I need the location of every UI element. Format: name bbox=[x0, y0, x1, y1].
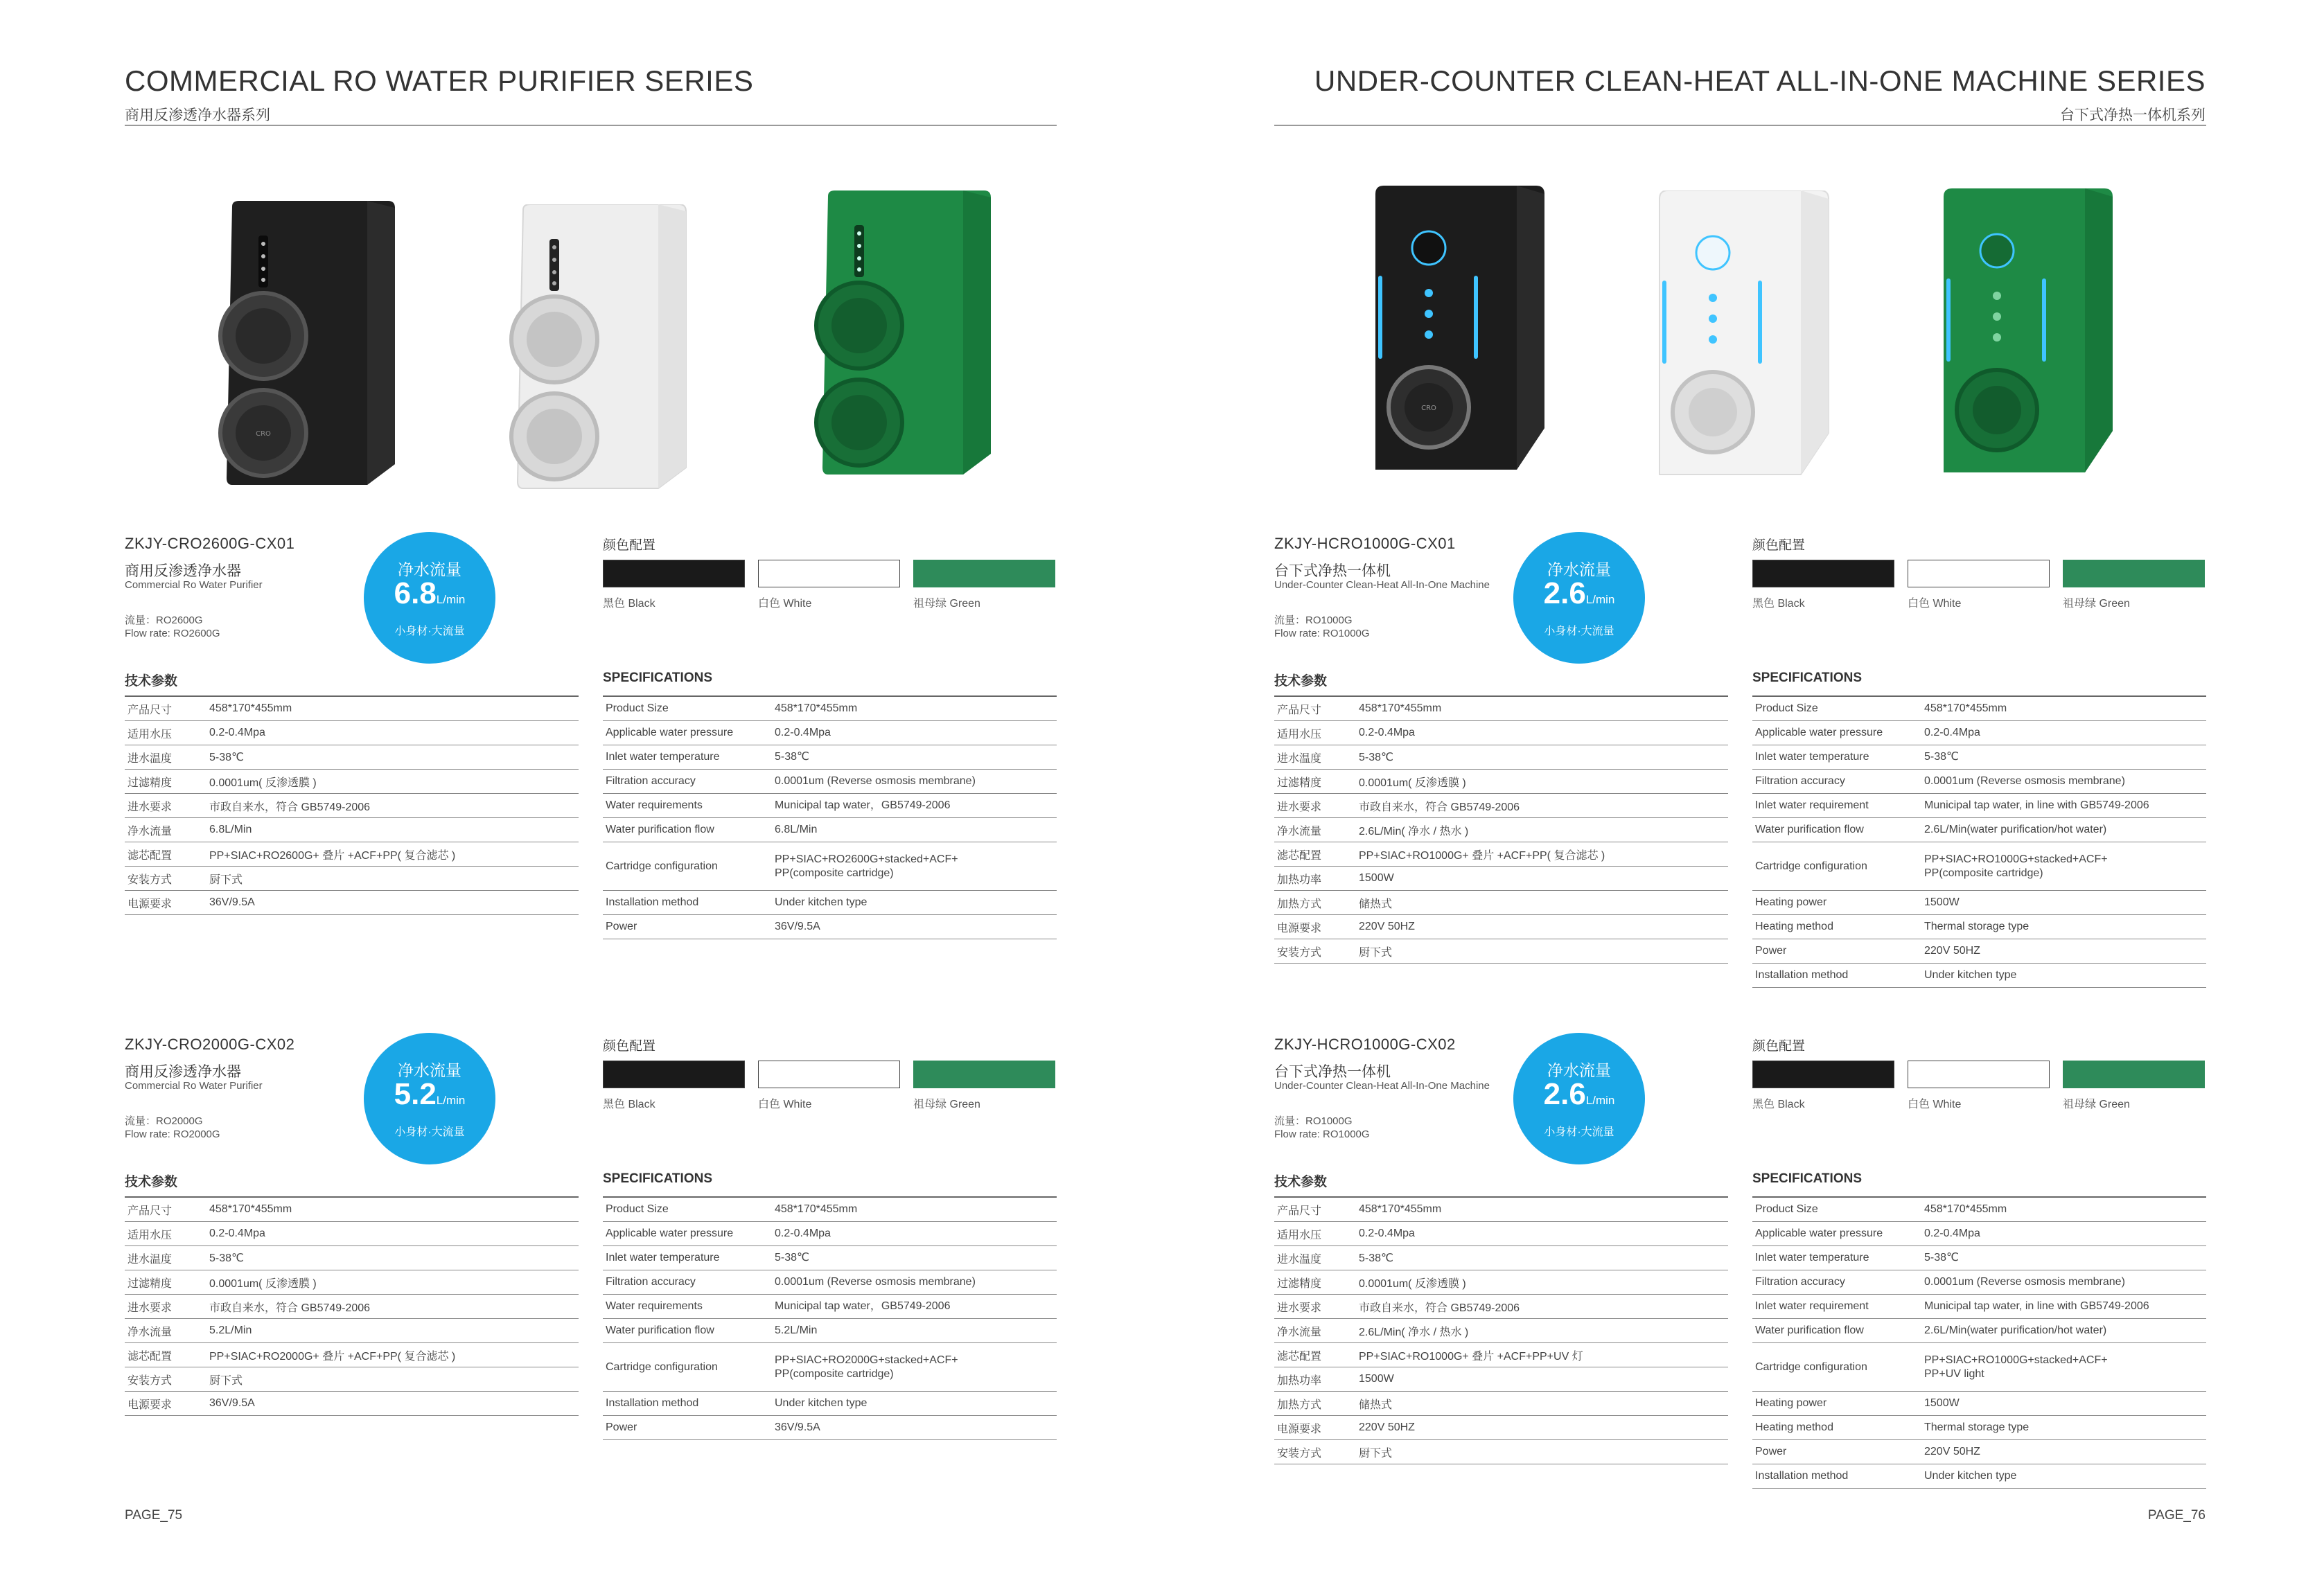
product-name-en: Under-Counter Clean-Heat All-In-One Machine bbox=[1274, 1080, 1490, 1092]
series-title: COMMERCIAL RO WATER PURIFIER SERIES bbox=[125, 64, 754, 97]
spec-row: Power 36V/9.5A bbox=[603, 1416, 1057, 1440]
spec-table-en bbox=[603, 1196, 1057, 1440]
spec-title-cn: 技术参数 bbox=[1274, 1175, 1328, 1189]
spec-row: Applicable water pressure 0.2-0.4Mpa bbox=[603, 721, 1057, 745]
badge-value: 2.6L/min bbox=[1543, 1077, 1615, 1111]
color-label-white: 白色 White bbox=[758, 598, 812, 610]
series-subtitle: 台下式净热一体机系列 bbox=[2060, 107, 2206, 123]
spec-row: 产品尺寸 458*170*455mm bbox=[125, 1198, 579, 1222]
clean-heat-machine-green-image bbox=[1931, 188, 2118, 479]
spec-title-en: SPECIFICATIONS bbox=[603, 671, 712, 685]
color-config-title: 颜色配置 bbox=[603, 538, 656, 553]
badge-title: 净水流量 bbox=[1547, 560, 1611, 578]
spec-title-en: SPECIFICATIONS bbox=[603, 1171, 712, 1186]
product-card bbox=[125, 535, 1057, 1020]
spec-row: 加热方式 储热式 bbox=[1274, 891, 1728, 915]
color-label-black: 黑色 Black bbox=[1752, 598, 1805, 610]
model-number: ZKJY-CRO2000G-CX02 bbox=[125, 1036, 295, 1053]
color-swatch-green bbox=[913, 560, 1055, 587]
spec-row: Water requirements Municipal tap water，GB5749-2006 bbox=[603, 1295, 1057, 1319]
product-card bbox=[125, 1036, 1057, 1520]
spec-table-en bbox=[603, 695, 1057, 939]
product-name-en: Under-Counter Clean-Heat All-In-One Machine bbox=[1274, 579, 1490, 591]
spec-row: Power 220V 50HZ bbox=[1752, 1440, 2206, 1464]
badge-value: 2.6L/min bbox=[1543, 576, 1615, 610]
ro-purifier-black-image bbox=[218, 201, 405, 492]
product-name-cn: 台下式净热一体机 bbox=[1274, 1064, 1391, 1080]
spec-table-cn bbox=[125, 1196, 579, 1416]
spec-row: 进水要求 市政自来水，符合 GB5749-2006 bbox=[1274, 1295, 1728, 1319]
ro-purifier-green-image bbox=[814, 190, 1001, 481]
spec-row: 电源要求 220V 50HZ bbox=[1274, 1416, 1728, 1440]
header-divider bbox=[125, 125, 1057, 126]
model-number: ZKJY-HCRO1000G-CX02 bbox=[1274, 1036, 1456, 1053]
spec-table-cn bbox=[1274, 695, 1728, 964]
spec-row: Product Size 458*170*455mm bbox=[1752, 1198, 2206, 1222]
spec-title-en: SPECIFICATIONS bbox=[1752, 1171, 1862, 1186]
spec-row: 电源要求 36V/9.5A bbox=[125, 1392, 579, 1416]
spec-row: Power 36V/9.5A bbox=[603, 915, 1057, 939]
flow-rate-cn: 流量：RO1000G bbox=[1274, 1115, 1353, 1127]
spec-row: 安装方式 厨下式 bbox=[125, 1367, 579, 1392]
product-name-cn: 商用反渗透净水器 bbox=[125, 1064, 241, 1080]
spec-row: 进水要求 市政自来水，符合 GB5749-2006 bbox=[125, 794, 579, 818]
spec-table-en bbox=[1752, 695, 2206, 988]
spec-row: 净水流量 2.6L/Min( 净水 / 热水 ) bbox=[1274, 818, 1728, 842]
spec-row: Power 220V 50HZ bbox=[1752, 939, 2206, 964]
spec-title-en: SPECIFICATIONS bbox=[1752, 671, 1862, 685]
spec-row: 净水流量 2.6L/Min( 净水 / 热水 ) bbox=[1274, 1319, 1728, 1343]
spec-row: 过滤精度 0.0001um( 反渗透膜 ) bbox=[1274, 770, 1728, 794]
color-swatch-green bbox=[2063, 1061, 2205, 1088]
spec-row: Installation method Under kitchen type bbox=[603, 1392, 1057, 1416]
color-swatch-green bbox=[2063, 560, 2205, 587]
spec-row: 电源要求 36V/9.5A bbox=[125, 891, 579, 915]
spec-title-cn: 技术参数 bbox=[125, 1175, 178, 1189]
flow-badge bbox=[1513, 1033, 1645, 1164]
spec-row: Cartridge configuration PP+SIAC+RO1000G+stacked+ACF+ PP(composite cartridge) bbox=[1752, 842, 2206, 891]
spec-row: Inlet water temperature 5-38℃ bbox=[603, 745, 1057, 770]
badge-slogan: 小身材·大流量 bbox=[1544, 1126, 1614, 1138]
spec-row: Cartridge configuration PP+SIAC+RO2600G+stacked+ACF+ PP(composite cartridge) bbox=[603, 842, 1057, 891]
product-name-cn: 台下式净热一体机 bbox=[1274, 563, 1391, 579]
spec-row: 适用水压 0.2-0.4Mpa bbox=[125, 1222, 579, 1246]
svg-text:CRO: CRO bbox=[1421, 405, 1436, 412]
color-swatch-white bbox=[758, 560, 900, 587]
spec-row: Filtration accuracy 0.0001um (Reverse osmosis membrane) bbox=[603, 1270, 1057, 1295]
color-label-black: 黑色 Black bbox=[603, 598, 655, 610]
spec-row: Water purification flow 6.8L/Min bbox=[603, 818, 1057, 842]
spec-row: 过滤精度 0.0001um( 反渗透膜 ) bbox=[125, 770, 579, 794]
color-swatch-green bbox=[913, 1061, 1055, 1088]
flow-rate-en: Flow rate: RO1000G bbox=[1274, 628, 1370, 639]
spec-row: 安装方式 厨下式 bbox=[1274, 939, 1728, 964]
spec-table-en bbox=[1752, 1196, 2206, 1489]
spec-row: Installation method Under kitchen type bbox=[1752, 1464, 2206, 1489]
header-divider bbox=[1274, 125, 2206, 126]
spec-row: Inlet water temperature 5-38℃ bbox=[603, 1246, 1057, 1270]
clean-heat-machine-white-image bbox=[1647, 190, 1834, 481]
product-name-cn: 商用反渗透净水器 bbox=[125, 563, 241, 579]
spec-row: 加热方式 储热式 bbox=[1274, 1392, 1728, 1416]
spec-table-cn bbox=[125, 695, 579, 915]
color-label-green: 祖母绿 Green bbox=[2063, 598, 2130, 610]
spec-row: 加热功率 1500W bbox=[1274, 1367, 1728, 1392]
spec-row: 滤芯配置 PP+SIAC+RO2600G+ 叠片 +ACF+PP( 复合滤芯 ) bbox=[125, 842, 579, 867]
flow-badge bbox=[1513, 532, 1645, 664]
spec-row: Installation method Under kitchen type bbox=[1752, 964, 2206, 988]
spec-row: 安装方式 厨下式 bbox=[125, 867, 579, 891]
spec-row: 净水流量 6.8L/Min bbox=[125, 818, 579, 842]
badge-title: 净水流量 bbox=[398, 1061, 461, 1079]
spec-row: Water purification flow 5.2L/Min bbox=[603, 1319, 1057, 1343]
spec-row: 进水温度 5-38℃ bbox=[1274, 1246, 1728, 1270]
color-label-white: 白色 White bbox=[1908, 598, 1962, 610]
spec-row: 滤芯配置 PP+SIAC+RO1000G+ 叠片 +ACF+PP+UV 灯 bbox=[1274, 1343, 1728, 1367]
product-name-en: Commercial Ro Water Purifier bbox=[125, 579, 263, 591]
spec-row: 产品尺寸 458*170*455mm bbox=[1274, 1198, 1728, 1222]
spec-title-cn: 技术参数 bbox=[1274, 674, 1328, 689]
spec-row: Cartridge configuration PP+SIAC+RO1000G+stacked+ACF+ PP+UV light bbox=[1752, 1343, 2206, 1392]
color-swatch-black bbox=[603, 560, 745, 587]
model-number: ZKJY-HCRO1000G-CX01 bbox=[1274, 535, 1456, 552]
spec-row: Heating power 1500W bbox=[1752, 1392, 2206, 1416]
product-card bbox=[1274, 1036, 2206, 1520]
color-config-title: 颜色配置 bbox=[603, 1039, 656, 1054]
spec-row: Installation method Under kitchen type bbox=[603, 891, 1057, 915]
badge-slogan: 小身材·大流量 bbox=[394, 626, 465, 637]
spec-row: 电源要求 220V 50HZ bbox=[1274, 915, 1728, 939]
flow-rate-cn: 流量：RO2000G bbox=[125, 1115, 203, 1127]
spec-row: 适用水压 0.2-0.4Mpa bbox=[1274, 1222, 1728, 1246]
badge-title: 净水流量 bbox=[1547, 1061, 1611, 1079]
badge-slogan: 小身材·大流量 bbox=[394, 1126, 465, 1138]
spec-table-cn bbox=[1274, 1196, 1728, 1464]
spec-row: Inlet water requirement Municipal tap water, in line with GB5749-2006 bbox=[1752, 1295, 2206, 1319]
flow-rate-en: Flow rate: RO2600G bbox=[125, 628, 220, 639]
spec-row: Applicable water pressure 0.2-0.4Mpa bbox=[603, 1222, 1057, 1246]
color-swatch-white bbox=[1908, 1061, 2050, 1088]
spec-row: 过滤精度 0.0001um( 反渗透膜 ) bbox=[125, 1270, 579, 1295]
spec-row: Heating power 1500W bbox=[1752, 891, 2206, 915]
badge-value: 5.2L/min bbox=[394, 1077, 466, 1111]
page-number: PAGE_75 bbox=[125, 1508, 183, 1523]
color-label-green: 祖母绿 Green bbox=[2063, 1099, 2130, 1110]
flow-rate-cn: 流量：RO1000G bbox=[1274, 614, 1353, 626]
color-swatch-white bbox=[1908, 560, 2050, 587]
color-swatch-black bbox=[1752, 560, 1894, 587]
spec-row: Water purification flow 2.6L/Min(water purification/hot water) bbox=[1752, 818, 2206, 842]
color-swatch-black bbox=[603, 1061, 745, 1088]
spec-row: 进水温度 5-38℃ bbox=[1274, 745, 1728, 770]
spec-row: 滤芯配置 PP+SIAC+RO2000G+ 叠片 +ACF+PP( 复合滤芯 ) bbox=[125, 1343, 579, 1367]
spec-row: Cartridge configuration PP+SIAC+RO2000G+stacked+ACF+ PP(composite cartridge) bbox=[603, 1343, 1057, 1392]
product-name-en: Commercial Ro Water Purifier bbox=[125, 1080, 263, 1092]
color-swatch-white bbox=[758, 1061, 900, 1088]
spec-row: 进水要求 市政自来水，符合 GB5749-2006 bbox=[125, 1295, 579, 1319]
spec-row: Product Size 458*170*455mm bbox=[603, 1198, 1057, 1222]
spec-row: 滤芯配置 PP+SIAC+RO1000G+ 叠片 +ACF+PP( 复合滤芯 ) bbox=[1274, 842, 1728, 867]
color-config-title: 颜色配置 bbox=[1752, 538, 1806, 553]
color-label-white: 白色 White bbox=[1908, 1099, 1962, 1110]
flow-rate-en: Flow rate: RO1000G bbox=[1274, 1128, 1370, 1140]
color-swatch-black bbox=[1752, 1061, 1894, 1088]
spec-row: Inlet water requirement Municipal tap water, in line with GB5749-2006 bbox=[1752, 794, 2206, 818]
color-label-black: 黑色 Black bbox=[603, 1099, 655, 1110]
flow-badge bbox=[364, 532, 495, 664]
series-subtitle: 商用反渗透净水器系列 bbox=[125, 107, 270, 123]
flow-rate-en: Flow rate: RO2000G bbox=[125, 1128, 220, 1140]
spec-row: Applicable water pressure 0.2-0.4Mpa bbox=[1752, 721, 2206, 745]
spec-row: 净水流量 5.2L/Min bbox=[125, 1319, 579, 1343]
spec-row: Filtration accuracy 0.0001um (Reverse osmosis membrane) bbox=[1752, 770, 2206, 794]
spec-row: Heating method Thermal storage type bbox=[1752, 915, 2206, 939]
model-number: ZKJY-CRO2600G-CX01 bbox=[125, 535, 295, 552]
spec-row: Water purification flow 2.6L/Min(water purification/hot water) bbox=[1752, 1319, 2206, 1343]
page-right bbox=[1162, 0, 2324, 1587]
color-config-title: 颜色配置 bbox=[1752, 1039, 1806, 1054]
spec-row: 进水温度 5-38℃ bbox=[125, 745, 579, 770]
spec-row: Filtration accuracy 0.0001um (Reverse osmosis membrane) bbox=[1752, 1270, 2206, 1295]
spec-row: 进水要求 市政自来水，符合 GB5749-2006 bbox=[1274, 794, 1728, 818]
color-label-white: 白色 White bbox=[758, 1099, 812, 1110]
spec-row: 进水温度 5-38℃ bbox=[125, 1246, 579, 1270]
spec-row: Heating method Thermal storage type bbox=[1752, 1416, 2206, 1440]
flow-badge bbox=[364, 1033, 495, 1164]
spec-row: 安装方式 厨下式 bbox=[1274, 1440, 1728, 1464]
clean-heat-machine-black-image bbox=[1363, 186, 1550, 477]
spec-row: Product Size 458*170*455mm bbox=[603, 697, 1057, 721]
series-title: UNDER-COUNTER CLEAN-HEAT ALL-IN-ONE MACHINE SERIES bbox=[1314, 64, 2206, 97]
spec-row: Inlet water temperature 5-38℃ bbox=[1752, 1246, 2206, 1270]
badge-value: 6.8L/min bbox=[394, 576, 466, 610]
svg-text:CRO: CRO bbox=[256, 430, 271, 438]
spec-row: 产品尺寸 458*170*455mm bbox=[125, 697, 579, 721]
badge-title: 净水流量 bbox=[398, 560, 461, 578]
color-label-green: 祖母绿 Green bbox=[913, 598, 980, 610]
page-number: PAGE_76 bbox=[2147, 1508, 2206, 1523]
spec-row: 加热功率 1500W bbox=[1274, 867, 1728, 891]
spec-row: Applicable water pressure 0.2-0.4Mpa bbox=[1752, 1222, 2206, 1246]
badge-slogan: 小身材·大流量 bbox=[1544, 626, 1614, 637]
spec-row: Product Size 458*170*455mm bbox=[1752, 697, 2206, 721]
spec-row: 产品尺寸 458*170*455mm bbox=[1274, 697, 1728, 721]
spec-row: Filtration accuracy 0.0001um (Reverse osmosis membrane) bbox=[603, 770, 1057, 794]
color-label-black: 黑色 Black bbox=[1752, 1099, 1805, 1110]
color-label-green: 祖母绿 Green bbox=[913, 1099, 980, 1110]
product-card bbox=[1274, 535, 2206, 1020]
ro-purifier-white-image bbox=[509, 204, 696, 495]
spec-row: 过滤精度 0.0001um( 反渗透膜 ) bbox=[1274, 1270, 1728, 1295]
flow-rate-cn: 流量：RO2600G bbox=[125, 614, 203, 626]
spec-row: 适用水压 0.2-0.4Mpa bbox=[125, 721, 579, 745]
spec-row: Inlet water temperature 5-38℃ bbox=[1752, 745, 2206, 770]
spec-row: 适用水压 0.2-0.4Mpa bbox=[1274, 721, 1728, 745]
spec-row: Water requirements Municipal tap water，GB5749-2006 bbox=[603, 794, 1057, 818]
spec-title-cn: 技术参数 bbox=[125, 674, 178, 689]
